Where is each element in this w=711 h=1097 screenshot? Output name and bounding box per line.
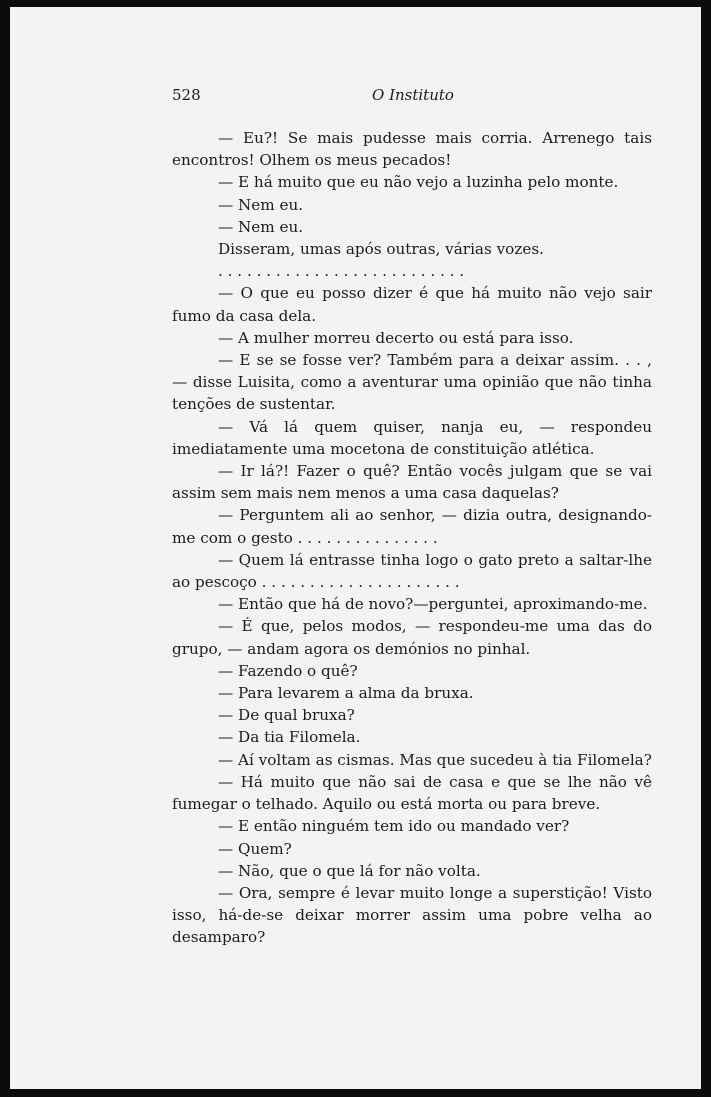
paragraph: — Há muito que não sai de casa e que se lhe não vê fumegar o telhado. Aquilo ou está morta ou para breve. (172, 772, 652, 814)
paragraph: — Ora, sempre é levar muito longe a superstição! Visto isso, há-de-se deixar morrer assim uma pobre velha ao desamparo? (172, 883, 652, 947)
paragraph: — Nem eu. (218, 195, 304, 214)
paragraph: — Aí voltam as cismas. Mas que sucedeu à tia Filomela? (218, 750, 652, 769)
paragraph: Disseram, umas após outras, várias vozes. (218, 240, 544, 259)
book-page (10, 7, 701, 1089)
body-text (172, 127, 652, 949)
ellipsis-separator: . . . . . . . . . . . . . . . . . . . . . . . . . . (218, 262, 465, 281)
paragraph: — Não, que o que lá for não volta. (218, 861, 481, 880)
paragraph: — Para levarem a alma da bruxa. (218, 684, 474, 703)
page-number: 528 (172, 86, 201, 104)
paragraph: — É que, pelos modos, — respondeu-me uma das do grupo, — andam agora os demónios no pinhal. (172, 617, 652, 658)
page-header (172, 86, 652, 110)
paragraph: — Fazendo o quê? (218, 661, 358, 680)
paragraph: — O que eu posso dizer é que há muito não vejo sair fumo da casa dela. (172, 284, 652, 325)
paragraph: — De qual bruxa? (218, 706, 355, 725)
paragraph: — E então ninguém tem ido ou mandado ver? (218, 817, 570, 836)
paragraph: — Nem eu. (218, 217, 304, 236)
paragraph: — E há muito que eu não vejo a luzinha pelo monte. (218, 173, 619, 192)
paragraph: — Então que há de novo?—perguntei, aproximando-me. (218, 595, 648, 614)
paragraph: — Da tia Filomela. (218, 728, 361, 747)
paragraph: — Ir lá?! Fazer o quê? Então vocês julgam que se vai assim sem mais nem menos a uma casa daquelas? (172, 462, 652, 503)
paragraph: — Eu?! Se mais pudesse mais corria. Arrenego tais encontros! Olhem os meus pecados! (172, 129, 652, 170)
paragraph: — Quem lá entrasse tinha logo o gato preto a saltar-lhe ao pescoço . . . . . . . . . . . . . . . . . . . . . (172, 550, 652, 592)
paragraph: — Perguntem ali ao senhor, — dizia outra, designando-me com o gesto . . . . . . . . . . . . . . . (172, 506, 652, 547)
running-title: O Instituto (372, 86, 454, 104)
paragraph: — E se se fosse ver? Também para a deixar assim. . . , — disse Luisita, como a aventurar uma opinião que não tinha tenções de sustentar. (172, 351, 652, 414)
paragraph: — A mulher morreu decerto ou está para isso. (218, 328, 574, 347)
paragraph: — Quem? (218, 839, 292, 858)
paragraph: — Vá lá quem quiser, nanja eu, — respondeu imediatamente uma mocetona de constituição atlética. (172, 417, 652, 458)
